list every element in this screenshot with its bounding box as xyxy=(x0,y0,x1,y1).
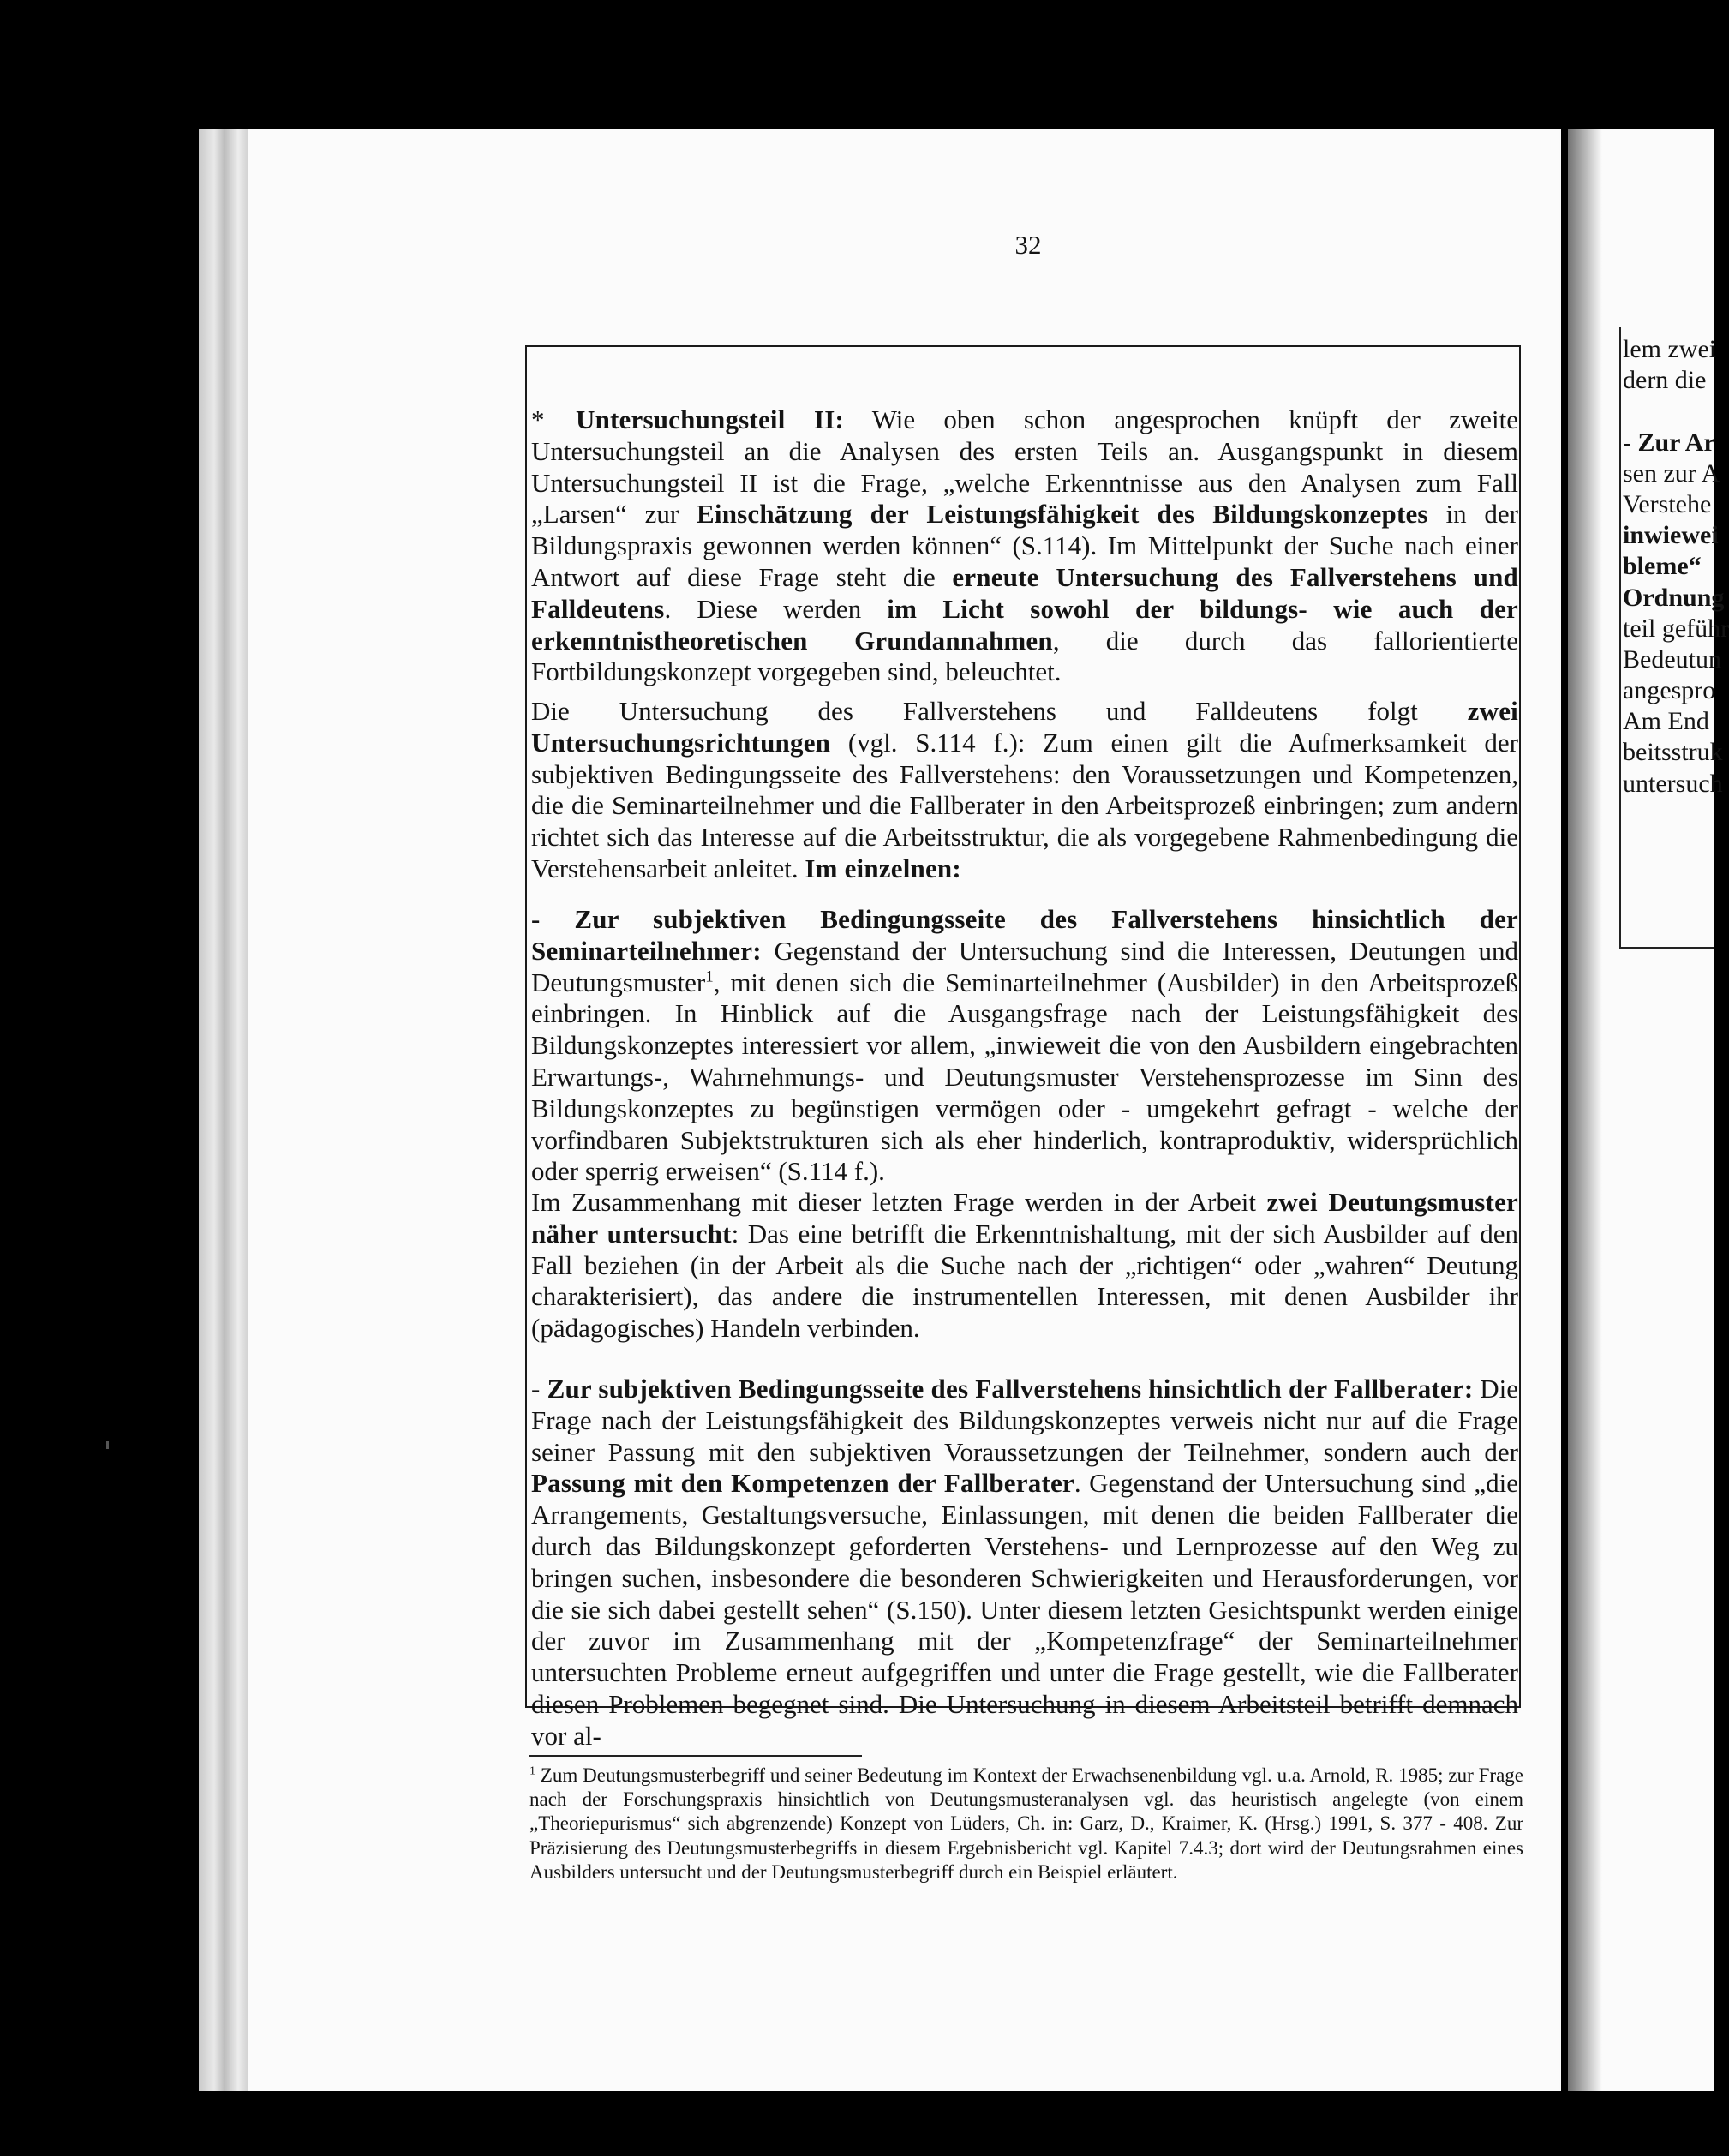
next-page-line: - Zur Ar xyxy=(1623,428,1715,457)
p4-text-1: Im Zusammenhang mit dieser letzten Frage werden in der Arbeit xyxy=(531,1187,1267,1217)
p4-text-2: : Das eine betrifft die Erkenntnishaltung, mit der sich Ausbilder auf den Fall beziehen (in der Arbeit als die Suche nach der „richtigen“ oder „wahren“ Deutung charakterisiert), das andere die instrumentellen Interessen, mit denen Ausbilder ihr (pädagogisches) Handeln verbinden. xyxy=(531,1218,1519,1344)
p2-bold-2: Im einzelnen: xyxy=(805,853,961,883)
next-page-line: untersuch xyxy=(1623,769,1723,798)
p5-bold-2: Passung mit den Kompetenzen der Fallberater xyxy=(531,1468,1074,1499)
paragraph-untersuchungsrichtungen xyxy=(531,696,1518,885)
p1-text-3: . Diese werden xyxy=(664,593,888,624)
p1-bold-1: Untersuchungsteil II: xyxy=(576,404,845,434)
p1-text-4: , die durch das fallorientierte Fortbildungskonzept vorgegeben sind, beleuchtet. xyxy=(531,625,1518,687)
p3-text-2: , mit denen sich die Seminarteilnehmer (Ausbilder) in den Arbeitsprozeß einbringen. In Hinblick auf die Ausgangsfrage nach der Leistungsfähigkeit des Bildungskonzeptes interessiert vor allem, „inwieweit die von den Ausbildern eingebrachten Erwartungs-, Wahrnehmungs- und Deutungsmuster Verstehensprozesse im Sinn des Bildungskonzeptes zu begünstigen vermögen oder - umgekehrt gefragt - welche der vorfindbaren Subjektstrukturen sich als eher hinderlich, kontraproduktiv, widersprüchlich oder sperrig erweisen“ (S.114 f.). xyxy=(531,967,1518,1187)
p3-text-1: Gegenstand der Untersuchung sind die Interessen, Deutungen und Deutungsmuster xyxy=(531,935,1518,997)
p5-text-1: Die Frage nach der Leistungsfähigkeit des Bildungskonzeptes verweis nicht nur auf die Frage seiner Passung mit den subjektiven Voraussetzungen der Teilnehmer, sondern auch der xyxy=(531,1374,1518,1467)
bullet-asterisk: * xyxy=(531,404,545,434)
next-page-line: angespro xyxy=(1623,676,1716,705)
next-page-line: beitsstruk xyxy=(1623,738,1723,767)
p4-bold-1: zwei Deutungsmuster näher untersucht xyxy=(531,1187,1519,1249)
paragraph-untersuchungsteil-2 xyxy=(531,404,1518,688)
p1-bold-2: Einschätzung der Leistungsfähigkeit des Bildungskonzeptes xyxy=(697,499,1428,530)
paragraph-seminarteilnehmer xyxy=(531,904,1518,1188)
paragraph-fallberater xyxy=(531,1374,1518,1752)
p5-text-2: . Gegenstand der Untersuchung sind „die Arrangements, Gestaltungsversuche, Einlassungen, mit denen die beiden Fallberater die durch das Bildungskonzept geforderten Verstehens- und Lernprozesse auf den Weg zu bringen suchen, insbesondere die besonderen Schwierigkeiten und Herausforderungen, vor die sie sich dabei gestellt sehen“ (S.150). Unter diesem letzten Gesichtspunkt werden einige der zuvor im Zusammenhang mit der „Kompetenzfrage“ der Seminarteilnehmer untersuchten Probleme erneut aufgegriffen und unter die Frage gestellt, wie die Fallberater diesen Problemen begegnet sind. Die Untersuchung in diesem Arbeitsteil betrifft demnach vor al- xyxy=(531,1468,1518,1751)
scan-speck xyxy=(106,1441,109,1449)
next-page-line: Bedeutun xyxy=(1623,644,1721,674)
p1-text-1: Wie oben schon angesprochen knüpft der zweite Untersuchungsteil an die Analysen des ersten Teils an. Ausgangspunkt in diesem Untersuchungsteil II ist die Frage, „welche Erkenntnisse aus den Analysen zum Fall „Larsen“ zur xyxy=(531,404,1518,530)
next-page-box-border xyxy=(1619,327,1621,948)
p2-bold-1: zwei Untersuchungsrichtungen xyxy=(531,696,1518,758)
p2-text-1: Die Untersuchung des Fallverstehens und Falldeutens folgt xyxy=(531,696,1468,726)
p3-bold-1: - Zur subjektiven Bedingungsseite des Fallverstehens hinsichtlich der Seminarteilnehmer: xyxy=(531,904,1518,966)
page-number: 32 xyxy=(1014,230,1042,260)
p5-bold-1: - Zur subjektiven Bedingungsseite des Fallverstehens hinsichtlich der Fallberater: xyxy=(531,1374,1474,1404)
next-page-line: teil geführ xyxy=(1623,614,1729,643)
next-page-line: Am End xyxy=(1623,707,1709,736)
paragraph-deutungsmuster xyxy=(531,1187,1518,1345)
next-page-line: sen zur A xyxy=(1623,458,1720,488)
next-page-line: dern die xyxy=(1623,366,1707,395)
next-page-line: lem zwei xyxy=(1623,335,1717,363)
footnote-reference[interactable]: 1 xyxy=(705,967,714,986)
next-page-line: Ordnung xyxy=(1623,583,1725,612)
footnote-divider xyxy=(529,1755,862,1757)
p1-bold-4: im Licht sowohl der bildungs- wie auch der erkenntnistheoretischen Grundannahmen xyxy=(531,593,1519,656)
footnote xyxy=(529,1764,1523,1884)
page-fold-shadow xyxy=(1568,129,1602,2091)
next-page-box-bottom xyxy=(1619,947,1714,949)
p1-text-2: in der Bildungspraxis gewonnen werden können“ (S.114). Im Mittelpunkt der Suche nach einer Antwort auf diese Frage steht die xyxy=(531,499,1518,592)
next-page-lines xyxy=(1623,334,1729,800)
next-page-line: bleme“ xyxy=(1623,552,1702,581)
next-page-line: inwiewei xyxy=(1623,521,1719,550)
footnote-mark: 1 xyxy=(529,1764,535,1778)
footnote-text: Zum Deutungsmusterbegriff und seiner Bedeutung im Kontext der Erwachsenenbildung vgl. u.a. Arnold, R. 1985; zur Frage nach der Forschungspraxis hinsichtlich von Deutungsmusteranalysen vgl. das heuristisch angelegte (von einem „Theoriepurismus“ sich abgrenzende) Konzept von Lüders, Ch. in: Garz, D., Kraimer, K. (Hrsg.) 1991, S. 377 - 408. Zur Präzisierung des Deutungsmusterbegriffs in diesem Ergebnisbericht vgl. Kapitel 7.4.3; dort wird der Deutungsrahmen eines Ausbilders untersucht und der Deutungsmusterbegriff durch ein Beispiel erläutert. xyxy=(529,1764,1523,1883)
next-page-line: Verstehe xyxy=(1623,489,1712,518)
next-page-fragment xyxy=(1568,129,1729,2091)
p2-text-2: (vgl. S.114 f.): Zum einen gilt die Aufmerksamkeit der subjektiven Bedingungsseite des Fallverstehens: den Voraussetzungen und Kompetenzen, die die Seminarteilnehmer und die Fallberater in den Arbeitsprozeß einbringen; zum andern richtet sich das Interesse auf die Arbeitsstruktur, die als vorgegebene Rahmenbedingung die Verstehensarbeit anleitet. xyxy=(531,727,1518,883)
p1-bold-3: erneute Untersuchung des Fallverstehens und Falldeutens xyxy=(531,561,1518,624)
